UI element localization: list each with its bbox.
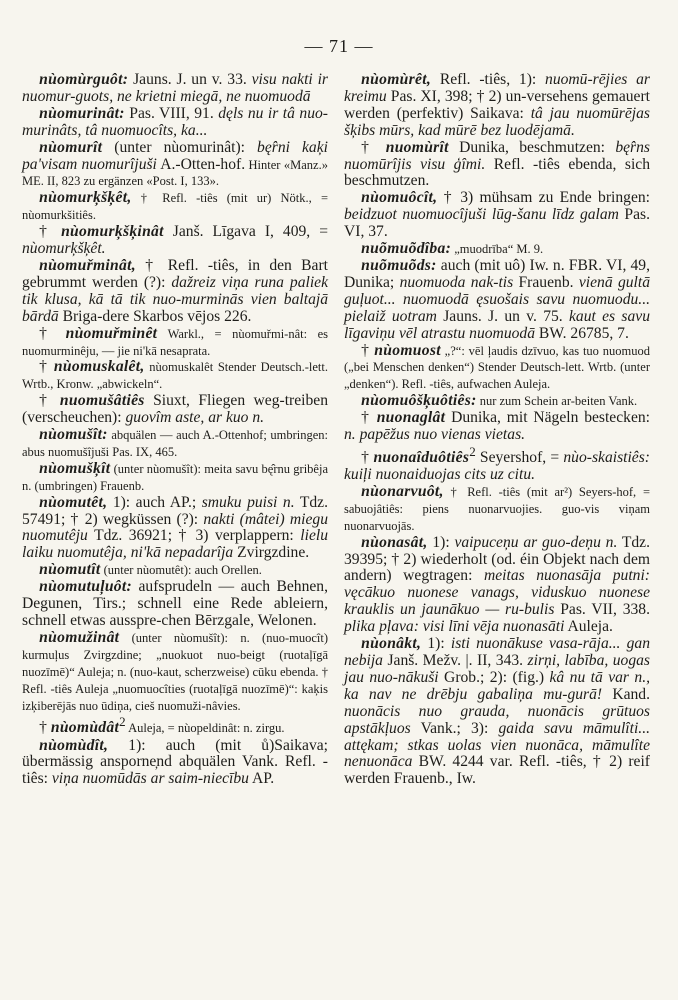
small-print-note: (unter nùomutêt): auch Orellen. (100, 563, 262, 578)
dictionary-entry (22, 579, 328, 630)
small-print-note: „muodrība“ M. 9. (451, 242, 544, 257)
example-text: plika pļava: visi līni vēja nuonasāti (344, 618, 565, 636)
dictionary-entry (22, 72, 328, 106)
definition-text: Refl. -tiês, 1): (431, 71, 546, 88)
example-text: nùo-skaistiês: kuiļi nuonaiduojas cits uz citu. (344, 449, 650, 484)
headword: nùomùrêt, (361, 71, 432, 88)
dictionary-entry (22, 190, 328, 224)
dictionary-entry (344, 535, 650, 636)
dictionary-entry (344, 258, 650, 343)
dictionary-entry (22, 359, 328, 393)
definition-text: Pas. XI, 398; † 2) un-versehens gemauert werden (perfektiv) Saikava: (344, 87, 650, 122)
headword: nùomurķšķinât (61, 223, 164, 241)
example-text: zirņi, labība, uogas jau nuo-nākuši (344, 652, 650, 686)
definition-text: Tdz. 57491; † 2) wegküssen (?): (22, 493, 328, 528)
example-text: dažreiz viņa runa paliek tik klusa, kā tā tik nuo-murminās vien baltajā bārdā (22, 273, 328, 325)
small-print-note: nùomuskalêt Stender Deutsch.-lett. Wrtb., Kronw. „abwickeln“. (22, 360, 328, 392)
definition-text: A.-Otten-hof. (156, 155, 246, 173)
headword: nùomuskalêt, (53, 358, 145, 376)
dictionary-entry (344, 72, 650, 140)
definition-text: Kand. (602, 685, 651, 703)
headword: nùomutuļuôt: (39, 578, 133, 596)
headword: nùomùdît, (39, 736, 109, 754)
headword: nùomušît: (39, 426, 108, 444)
obsolete-marker: † (39, 358, 54, 376)
definition-text: Tdz. 39395; † 2) wiederholt (od. éin Objekt nach dem andern) wegtragen: (344, 533, 651, 585)
left-column (22, 72, 328, 788)
definition-text: Pas. VIII, 91. (124, 104, 214, 122)
headword: nùomutît (39, 561, 101, 579)
headword: nuonaglât (376, 409, 446, 427)
obsolete-marker: † (361, 341, 375, 359)
example-text: smuku puisi n. (201, 493, 295, 511)
small-print-note: „?“: vēl ļaudis dzīvuo, kas tuo nuomuod („bei Menschen denken“) Stender Deutsch-lett. Wrtb. (unter „denken“). Refl. -tiês, aufwachen Auleja. (344, 343, 650, 392)
obsolete-marker: † (361, 449, 374, 467)
definition-text: aufsprudeln — auch Behnen, Degunen, Tirs.; schnell eine Rede ableiern, schnell etwas ausspre-chen Bērzgale, Welonen. (22, 578, 328, 629)
dictionary-entry (344, 393, 650, 410)
obsolete-marker: † (39, 719, 51, 737)
definition-text: Briga-dere Skarbos vējos 226. (58, 307, 252, 325)
headword: nùomurinât: (39, 104, 125, 122)
example-text: nùomurķšķêt. (22, 240, 106, 258)
example-text: isti nuonākuse vasa-rāja... gan nebija (344, 635, 651, 669)
example-text: nuomū-rējies ar kreimu (344, 71, 650, 105)
small-print-note: Hinter «Manz.» ME. II, 823 zu ergänzen «Post. I, 133». (22, 157, 328, 189)
small-print-note: † Refl. -tiês (mit ar²) Seyers-hof, = sabuojâtiês: piens nuonarvuojies. guo-vis viņam nuonarvuojās. (344, 484, 650, 533)
definition-text: 1): (421, 635, 451, 653)
headword: nùomuřminêt (65, 324, 158, 342)
headword: nùomuost (374, 341, 441, 359)
dictionary-entry (344, 241, 650, 258)
small-print-note: nur zum Schein ar-beiten Vank. (476, 394, 638, 409)
obsolete-marker: † (361, 138, 386, 156)
small-print-note: (unter nùomušît): n. (nuo-muocît) kurmuļus Zvirgzdine; „nuokuot nuo-beigt (ruotaļīgā nuozīmē)“ Auleja; n. (nuo-kaut, scherzweise) cūku ebenda. † Refl. -tiês Auleja „nuomuocîties (ruotaļīgā nuozīmē)“: kaķis izķiberējās nuo ūdiņa, cieš nuomuži-nâvies. (22, 630, 328, 713)
definition-text: Auleja. (564, 618, 613, 636)
dictionary-entry (344, 636, 650, 788)
dictionary-entry (22, 326, 328, 360)
example-text: nakti (mâtei) miegu nuomutêju (22, 510, 328, 545)
headword: nùomušķît (39, 459, 111, 477)
example-text: vienā gultā guļuot... nuomuodā ęsuošais savu nuomuodu... pielaiž uotram (344, 273, 650, 325)
dictionary-entry (22, 630, 328, 715)
dictionary-entry (22, 393, 328, 427)
definition-text: (unter nùomurinât): (102, 138, 258, 156)
dictionary-entry (344, 190, 650, 241)
dictionary-entry (22, 258, 328, 326)
obsolete-marker: † (39, 392, 60, 410)
definition-text: Janš. Līgava I, 409, = (163, 223, 328, 241)
definition-text: † 3) mühsam zu Ende bringen: (437, 189, 650, 207)
example-text: kâ nu tā var n., ka nav ne drēbju gabaliņa mu-gurā! (344, 668, 650, 703)
headword: nuõmuõdîba: (361, 240, 452, 258)
definition-text: BW. 26785, 7. (535, 324, 629, 342)
definition-text: Siuxt, Fliegen weg-treiben (verscheuchen): (22, 392, 329, 427)
example-text: nuonācis nuo grauda, nuonācis grūtuos apstākļuos (344, 702, 650, 737)
example-text: gaida savu māmulîti... attękam; stkas uolas vien nuonāca, māmulîte nenuonāca (344, 719, 650, 771)
small-print-note: Auleja, = nùopeldinât: n. zirgu. (125, 721, 285, 736)
dictionary-entry (22, 495, 328, 563)
homonym-index: 2 (119, 714, 126, 730)
definition-text: AP. (248, 770, 275, 788)
definition-text: BW. 4244 var. Refl. -tiês, † 2) reif werden Frauenb., Iw. (344, 753, 650, 788)
dictionary-entry (22, 224, 328, 258)
definition-text: Frauenb. (513, 273, 579, 291)
headword: nùomuôšķuôtiês: (361, 392, 477, 410)
example-text: bę̂rni kaķi pa'visam nuomurîjuši (22, 138, 328, 173)
homonym-index: 2 (469, 443, 476, 459)
small-print-note: (unter nùomušît): meita savu bę̂rnu gribêja n. (umbringen) Frauenb. (22, 461, 328, 493)
headword: nùonâkt, (361, 635, 422, 653)
dictionary-entry (344, 410, 650, 444)
dictionary-entry (22, 140, 328, 191)
definition-text: Seyershof, = (475, 449, 564, 467)
headword: nuomùrît (385, 138, 449, 156)
definition-text: Tdz. 36921; † 3) verplappern: (87, 527, 301, 545)
definition-text: Zvirgzdine. (233, 544, 310, 562)
example-text: nuomuoda nak-tis (399, 273, 514, 291)
dictionary-entry (344, 484, 650, 535)
dictionary-entry (22, 562, 328, 579)
dictionary-entry (344, 140, 650, 191)
dictionary-entry (344, 343, 650, 394)
headword: nuomušâtiês (59, 392, 145, 410)
headword: nùonasât, (361, 533, 428, 551)
headword: nùomužinât (39, 628, 120, 646)
definition-text: Refl. -tiês ebenda, sich beschmutzen. (344, 155, 650, 190)
headword: nùomurķšķêt, (39, 189, 132, 207)
headword: nùomùdât (50, 719, 120, 737)
definition-text: Pas. VII, 338. (554, 601, 651, 619)
definition-text: 1): auch AP.; (107, 493, 202, 511)
example-text: lielu laiku nuomutêja, ni'kā nepadarîja (22, 527, 328, 562)
example-text: bę̂rns nuomūrîjis visu ģîmi. (344, 138, 650, 173)
page-number: — 71 — (304, 36, 374, 56)
example-text: visu nakti ir nuomur-guots, ne krietni miegā, ne nuomuodā (22, 71, 328, 105)
example-text: meitas nuonasāja putni: vęcākuo nuonese vanags, viduskuo nuonese krauklis un jaunākuo — ru-bulis (344, 567, 650, 619)
definition-text: Pas. VI, 37. (344, 206, 650, 241)
definition-text: Dunika, beschmutzen: (448, 138, 616, 156)
dictionary-entry (344, 444, 650, 484)
example-text: tâ jau nuomūrējas šķibs mūrs, kad mūrē bez luodējamā. (344, 104, 650, 139)
headword: nùomuřminât, (39, 256, 136, 274)
example-text: viņa nuomūdās ar saim-niecību (51, 770, 249, 788)
definition-text: auch (mit uô) Iw. n. FBR. VI, 49, Dunika; (344, 256, 650, 291)
definition-text: Jauns. J. un v. 33. (128, 71, 247, 88)
small-print-note: Warkl., = nùomuřmi-nât: es nuomurminêju, — jie ni'kā nesaprata. (22, 326, 328, 358)
obsolete-marker: † (39, 324, 66, 342)
dictionary-entry (22, 427, 328, 461)
headword: nuonaîduôtiês (373, 449, 470, 467)
headword: nùomurît (39, 138, 103, 156)
dictionary-entry (22, 738, 328, 789)
definition-text: Vank.; 3): (410, 719, 499, 737)
dictionary-entry (22, 461, 328, 495)
definition-text: Dunika, mit Nägeln bestecken: (445, 409, 650, 427)
example-text: dęls nu ir tâ nuo-murinâts, tâ nuomuocîts, ka... (22, 104, 328, 139)
dictionary-entry (22, 106, 328, 140)
headword: nùomùrguôt: (39, 71, 129, 88)
dictionary-entry (22, 714, 328, 737)
definition-text: † Refl. -tiês, in den Bart gebrummt werden (?): (22, 256, 328, 291)
example-text: guovîm aste, ar kuo n. (125, 409, 265, 427)
example-text: vaipuceņu ar guo-deņu n. (454, 533, 618, 551)
obsolete-marker: † (361, 409, 377, 427)
definition-text: Jauns. J. un v. 75. (436, 307, 569, 325)
small-print-note: † Refl. -tiês (mit ur) Nötk., = nùomurkšitiês. (22, 191, 328, 223)
definition-text: Janš. Mežv. |. II, 343. (382, 652, 528, 669)
definition-text: Grob.; 2): (fig.) (438, 668, 550, 686)
headword: nùomuôcît, (361, 189, 438, 207)
headword: nùonarvuôt, (361, 482, 444, 500)
right-column (344, 72, 650, 788)
example-text: n. papēžus nuo vienas vietas. (344, 426, 526, 444)
headword: nuõmuõds: (361, 256, 437, 274)
definition-text: 1): auch (mit ů)Saikava; übermässig ansporne̦nd abquälen Vank. Refl. -tiês: (22, 736, 328, 788)
definition-text: 1): (427, 533, 455, 551)
small-print-note: abquälen — auch A.-Ottenhof; umbringen: abus nuomušîjuši Pas. IX, 465. (22, 428, 328, 459)
example-text: kaut es savu līgaviņu vēl atrastu nuomuodā (344, 307, 650, 342)
obsolete-marker: † (39, 223, 62, 241)
headword: nùomutêt, (39, 493, 108, 511)
example-text: beidzuot nuomuocîjuši lūg-šanu līdz galam (344, 206, 619, 224)
